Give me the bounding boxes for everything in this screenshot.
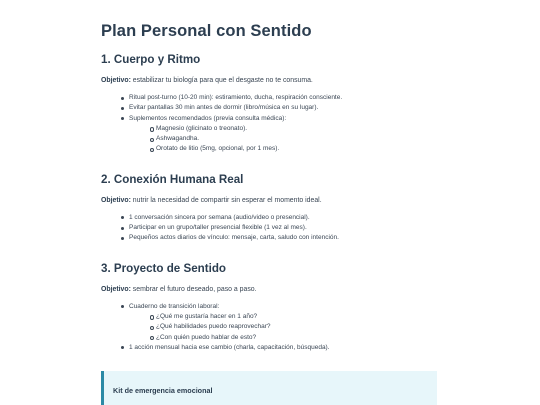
sub-list-item: Orotato de litio (5mg, opcional, por 1 mes). [150,144,438,154]
objective-label: Objetivo: [101,196,131,204]
section-conexion-humana [101,173,438,244]
list-item-text: Suplementos recomendados (previa consulta médica): [129,114,287,122]
section-heading: 3. Proyecto de Sentido [101,261,226,275]
bullet-list [101,302,438,353]
objective-label: Objetivo: [101,285,131,293]
list-item: Pequeños actos diarios de vínculo: mensaje, carta, saludo con intención. [121,233,438,243]
sub-list-item: ¿Con quién puedo hablar de esto? [150,333,438,343]
list-item: 1 conversación sincera por semana (audio/video o presencial). [121,213,438,223]
callout-title: Kit de emergencia emocional [113,386,213,395]
sub-list-item: ¿Qué me gustaría hacer en 1 año? [150,312,438,322]
section-heading: 2. Conexión Humana Real [101,172,244,186]
sub-bullet-list [129,312,438,343]
list-item-text: Cuaderno de transición laboral: [129,302,220,310]
objective-label: Objetivo: [101,77,131,84]
list-item [121,114,438,155]
list-item: Participar en un grupo/taller presencial flexible (1 vez al mes). [121,223,438,233]
page-title: Plan Personal con Sentido [101,22,312,40]
emergency-kit-callout [101,371,437,405]
section-proyecto-sentido [101,262,438,353]
sub-list-item: ¿Qué habilidades puedo reaprovechar? [150,322,438,332]
list-item: Ritual post-turno (10-20 min): estiramiento, ducha, respiración consciente. [121,93,438,103]
list-item [121,302,438,343]
sub-list-item: Magnesio (glicinato o treonato). [150,124,438,134]
list-item: 1 acción mensual hacia ese cambio (charla, capacitación, búsqueda). [121,343,438,353]
section-heading: 1. Cuerpo y Ritmo [101,53,201,66]
objective-text: nutrir la necesidad de compartir sin esperar el momento ideal. [130,196,322,204]
section-objective [101,285,438,294]
objective-text: estabilizar tu biología para que el desgaste no te consuma. [130,77,313,84]
bullet-list [101,93,438,155]
section-objective [101,76,438,85]
list-item: Evitar pantallas 30 min antes de dormir (libro/música en su lugar). [121,103,438,113]
sub-bullet-list [129,124,438,155]
bullet-list [101,213,438,244]
sub-list-item: Ashwagandha. [150,134,438,144]
section-cuerpo-ritmo [101,53,438,155]
section-objective [101,196,438,205]
objective-text: sembrar el futuro deseado, paso a paso. [130,285,257,293]
